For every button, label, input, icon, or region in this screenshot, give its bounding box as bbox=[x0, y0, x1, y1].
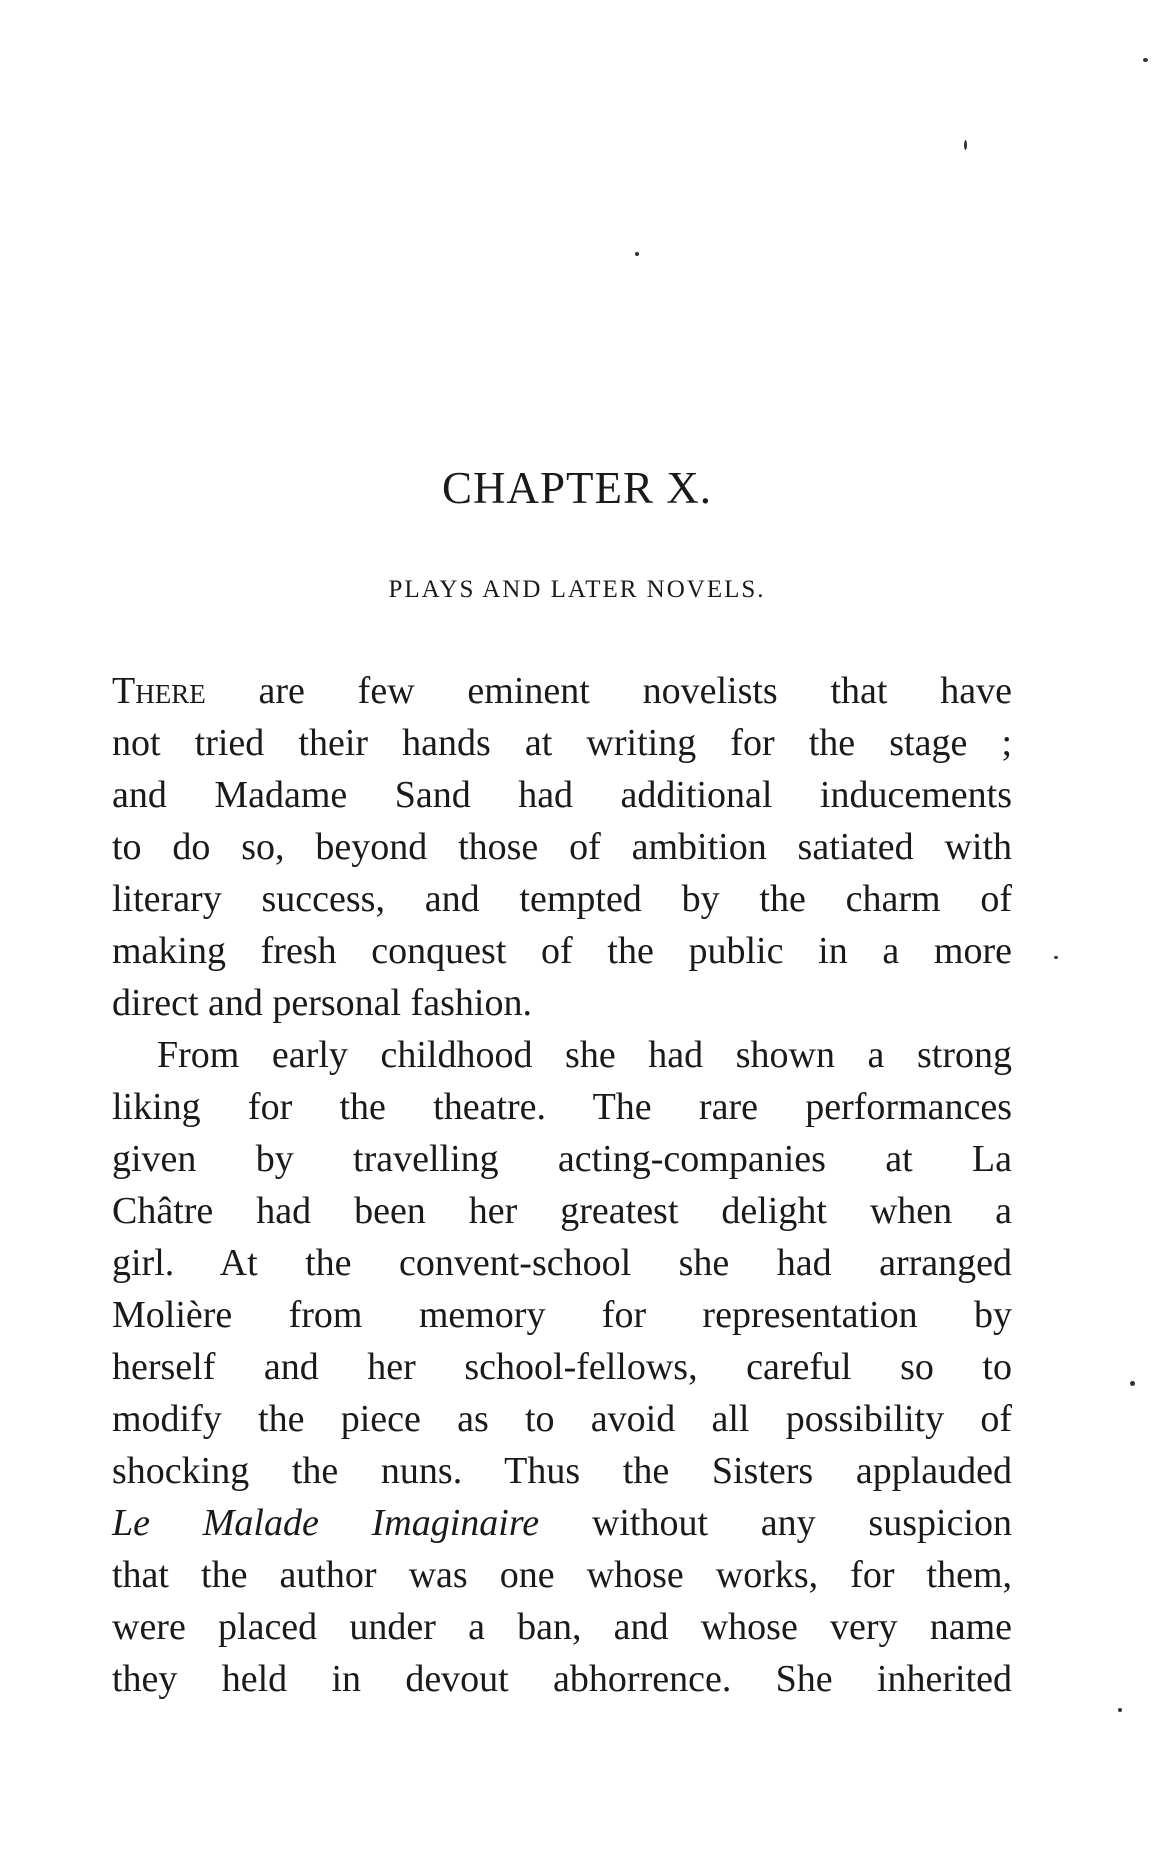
print-speck bbox=[1054, 956, 1058, 959]
paragraph-2-line: liking for the theatre. The rare performances bbox=[112, 1086, 1012, 1128]
chapter-title: CHAPTER X. bbox=[441, 463, 713, 513]
chapter-subtitle: PLAYS AND LATER NOVELS. bbox=[388, 576, 766, 603]
italic-play-title: Le Malade Imaginaire bbox=[112, 1502, 540, 1544]
paragraph-2-line: they held in devout abhorrence. She inherited bbox=[112, 1658, 1012, 1700]
paragraph-2-line: Châtre had been her greatest delight when a bbox=[112, 1190, 1012, 1232]
paragraph-2-line: that the author was one whose works, for them, bbox=[112, 1554, 1012, 1596]
paragraph-2-line: modify the piece as to avoid all possibility of bbox=[112, 1398, 1012, 1440]
paragraph-2-line: given by travelling acting-companies at La bbox=[112, 1138, 1012, 1180]
paragraph-2-line: were placed under a ban, and whose very name bbox=[112, 1606, 1012, 1648]
paragraph-1-line: not tried their hands at writing for the stage ; bbox=[112, 722, 1012, 764]
paragraph-1-line: and Madame Sand had additional inducements bbox=[112, 774, 1012, 816]
paragraph-2-line: shocking the nuns. Thus the Sisters applauded bbox=[112, 1450, 1012, 1492]
paragraph-1-line: direct and personal fashion. bbox=[112, 982, 532, 1024]
paragraph-2-line: girl. At the convent-school she had arranged bbox=[112, 1242, 1012, 1284]
paragraph-1-line: There are few eminent novelists that have bbox=[112, 670, 1012, 712]
opening-word: There bbox=[112, 670, 206, 712]
paragraph-2-line: From early childhood she had shown a strong bbox=[157, 1034, 1012, 1076]
paragraph-2-line: Le Malade Imaginaire without any suspicion bbox=[112, 1502, 1012, 1544]
paragraph-2-line: Molière from memory for representation by bbox=[112, 1294, 1012, 1336]
paragraph-2-line: herself and her school-fellows, careful so to bbox=[112, 1346, 1012, 1388]
print-speck bbox=[964, 140, 967, 150]
paragraph-1-line: making fresh conquest of the public in a more bbox=[112, 930, 1012, 972]
print-speck bbox=[1130, 1381, 1135, 1386]
print-speck bbox=[1118, 1708, 1122, 1712]
paragraph-1-line: to do so, beyond those of ambition satiated with bbox=[112, 826, 1012, 868]
print-speck bbox=[1143, 58, 1148, 62]
paragraph-1-line: literary success, and tempted by the charm of bbox=[112, 878, 1012, 920]
body-text bbox=[112, 665, 1012, 1705]
print-speck bbox=[635, 252, 639, 256]
